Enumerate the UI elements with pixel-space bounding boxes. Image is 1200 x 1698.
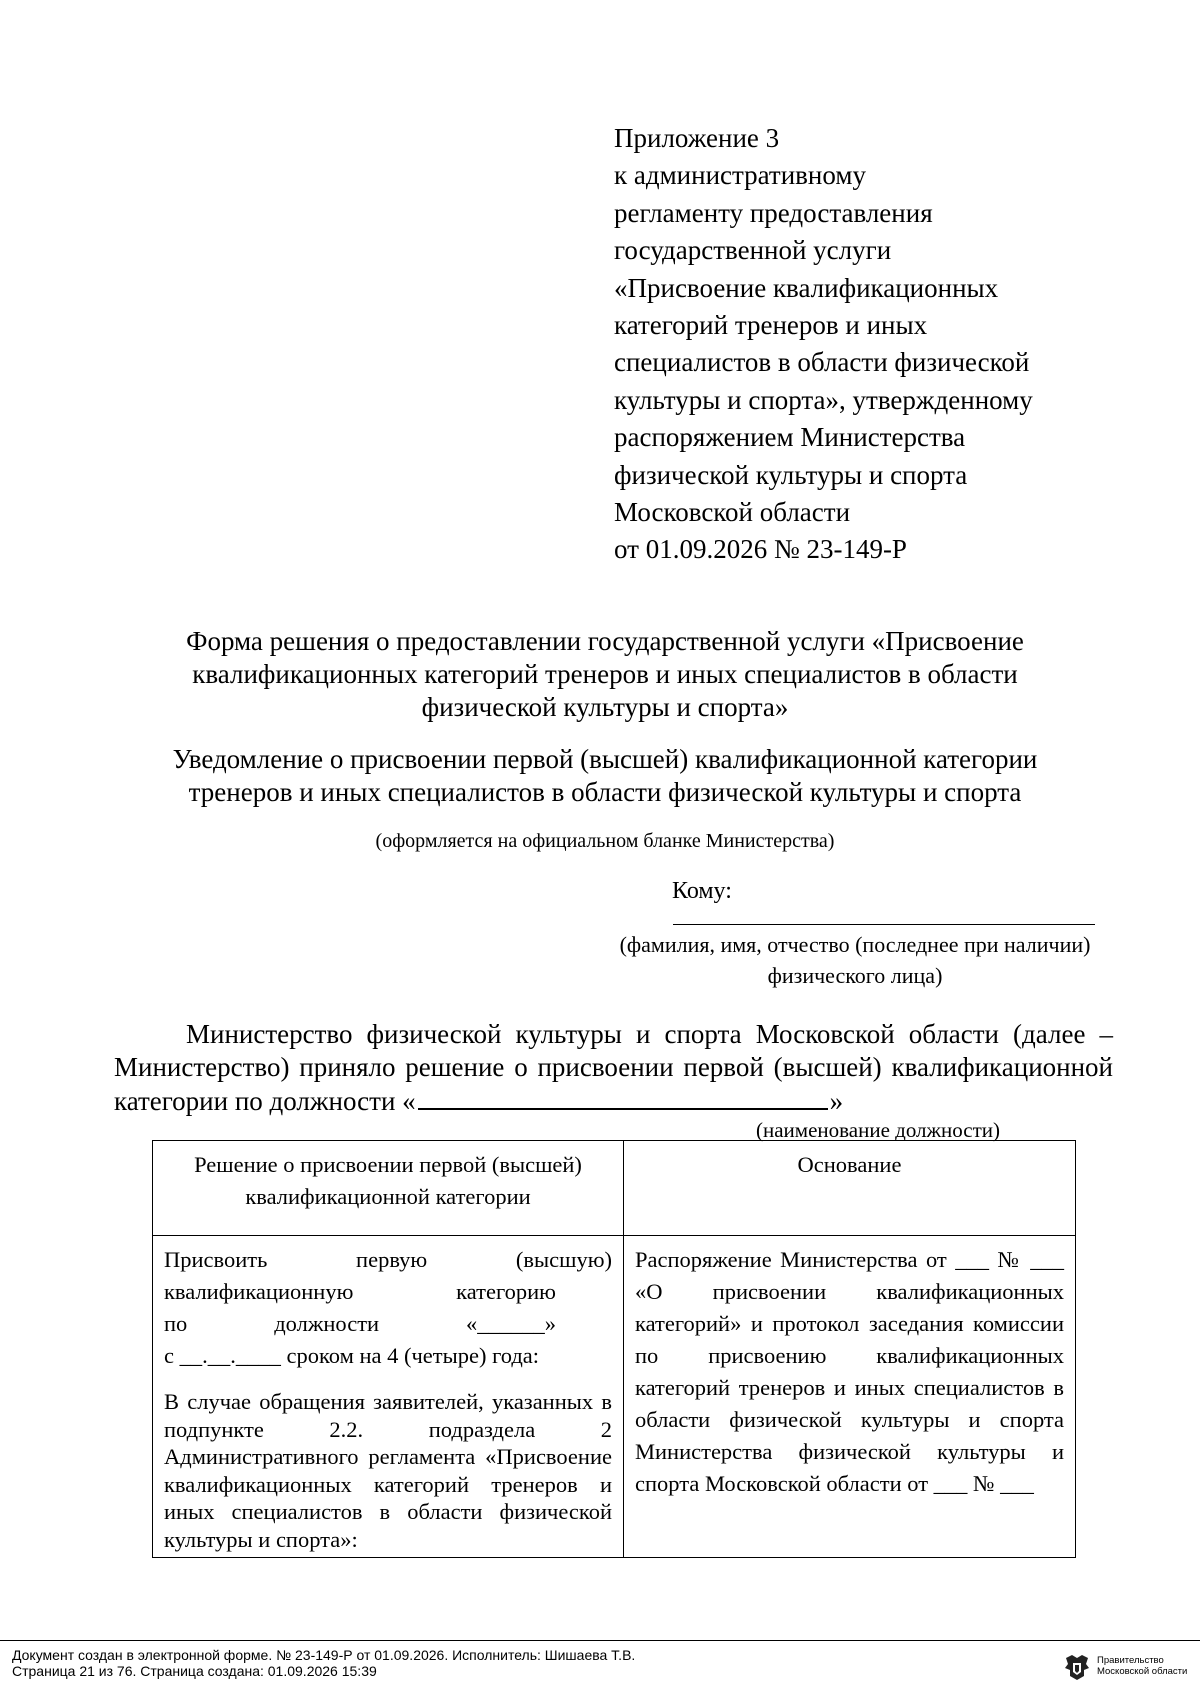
gov-line: Московской области <box>1097 1666 1188 1677</box>
assign-line: с __.__.____ сроком на 4 (четыре) года: <box>164 1343 540 1368</box>
decision-paragraph-text: Министерство физической культуры и спорта Московской области (далее – Министерство) приняло решение о присвоении первой (высшей) квалификационной категории по должности « <box>114 1019 1113 1116</box>
form-title-line: Форма решения о предоставлении государственной услуги «Присвоение <box>186 626 1024 656</box>
government-logo-text <box>1097 1655 1187 1677</box>
assign-line: квалификационную категорию <box>164 1279 556 1304</box>
appendix-line: к административному <box>614 160 866 191</box>
case-text: В случае обращения заявителей, указанных в подпункте 2.2. подраздела 2 Административного регламента «Присвоение квалификационных категорий тренеров и иных специалистов в области физической культуры и спорта»: <box>164 1389 612 1552</box>
basis-header-cell <box>624 1141 1076 1236</box>
decision-header-line: квалификационной категории <box>245 1184 531 1209</box>
table-row <box>153 1236 1076 1558</box>
appendix-line: «Присвоение квалификационных <box>614 272 999 303</box>
notice-title-line: Уведомление о присвоении первой (высшей) квалификационной категории <box>172 744 1038 774</box>
form-title-line: физической культуры и спорта» <box>421 692 789 722</box>
assign-line: по должности «______» <box>164 1311 556 1336</box>
decision-header-line: Решение о присвоении первой (высшей) <box>194 1152 582 1177</box>
recipient-caption <box>590 929 1120 991</box>
appendix-line: распоряжением Министерства <box>614 422 966 453</box>
appendix-line: категорий тренеров и иных <box>614 310 928 341</box>
appendix-line: Приложение 3 <box>614 123 780 153</box>
appendix-line: культуры и спорта», утвержденному <box>614 384 1033 415</box>
basis-header: Основание <box>797 1152 902 1177</box>
notice-title-line: тренеров и иных специалистов в области физической культуры и спорта <box>188 777 1022 807</box>
document-footer <box>12 1648 635 1679</box>
gov-line: Правительство <box>1097 1655 1164 1666</box>
appendix-line: физической культуры и спорта <box>614 459 968 490</box>
footer-line: Документ создан в электронной форме. № 23-149-Р от 01.09.2026. Исполнитель: Шишаева Т.В. <box>12 1647 636 1663</box>
official-blank-note: (оформляется на официальном бланке Министерства) <box>375 830 835 852</box>
decision-cell <box>153 1236 624 1558</box>
table-header-row <box>153 1141 1076 1236</box>
decision-header-cell <box>153 1141 624 1236</box>
form-title <box>100 625 1110 724</box>
position-caption: (наименование должности) <box>756 1118 1001 1142</box>
appendix-header <box>614 120 1134 569</box>
appendix-line: Московской области <box>614 497 851 528</box>
appendix-line: государственной услуги <box>614 235 892 266</box>
recipient-name-line <box>673 924 1095 925</box>
recipient-caption-line: физического лица) <box>767 963 943 988</box>
footer-divider <box>0 1640 1200 1641</box>
appendix-line: специалистов в области физической <box>614 347 1030 378</box>
notice-title <box>100 743 1110 809</box>
recipient-caption-line: (фамилия, имя, отчество (последнее при наличии) <box>619 932 1091 957</box>
basis-cell <box>624 1236 1076 1558</box>
assign-line: Присвоить первую (высшую) <box>164 1247 612 1272</box>
recipient-label: Кому: <box>672 878 732 904</box>
decision-paragraph <box>114 1018 1113 1118</box>
decision-table <box>152 1140 1076 1558</box>
close-quote: » <box>829 1086 844 1116</box>
appendix-line: регламенту предоставления <box>614 197 933 228</box>
coat-of-arms-icon <box>1062 1652 1092 1682</box>
position-name-line <box>418 1084 828 1110</box>
footer-line: Страница 21 из 76. Страница создана: 01.09.2026 15:39 <box>12 1662 377 1679</box>
appendix-line: от 01.09.2026 № 23-149-Р <box>614 534 907 565</box>
basis-text: Распоряжение Министерства от ___ № ___ «О присвоении квалификационных категорий» и протокол заседания комиссии по присвоению квалификационных категорий тренеров и иных специалистов в области физической культуры и спорта Министерства физической культуры и спорта Московской области от ___ № ___ <box>635 1247 1064 1496</box>
form-title-line: квалификационных категорий тренеров и иных специалистов в области <box>192 659 1018 689</box>
